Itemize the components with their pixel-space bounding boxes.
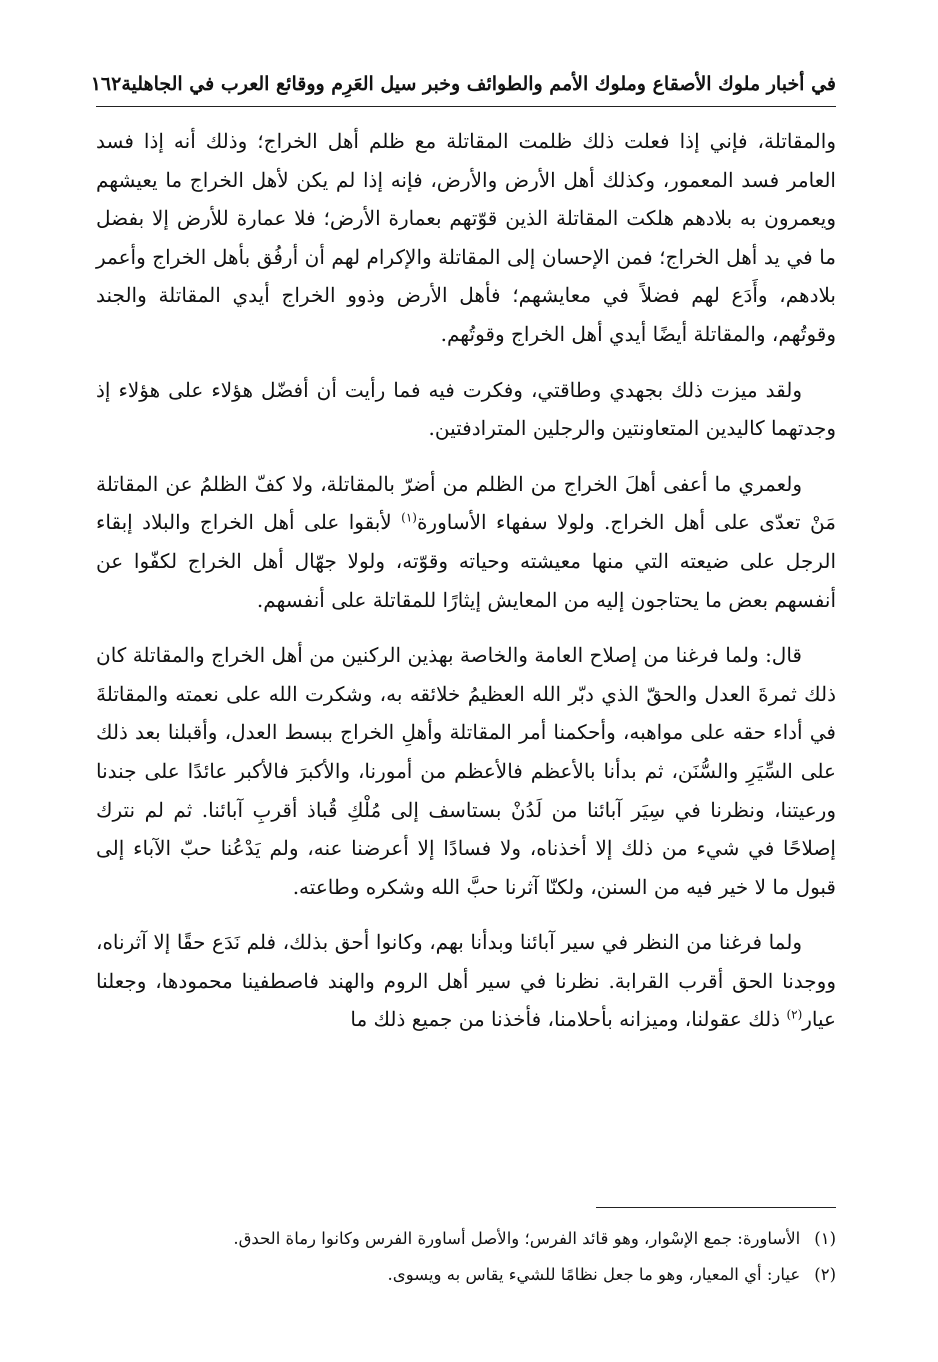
footnote-1 (120, 1221, 836, 1257)
paragraph-text: ولعمري ما أعفى أهلَ الخراج من الظلم من أضرّ بالمقاتلة، ولا كفّ الظلمُ عن المقاتلة مَنْ تعدّى على أهل الخراج. ولولا سفهاء الأساورة (96, 471, 836, 535)
footnote-number: (٢) (814, 1265, 836, 1284)
paragraph-1 (96, 122, 836, 354)
paragraph-text: ولقد ميزت ذلك بجهدي وطاقتي، وفكرت فيه فما رأيت أن أفضّل هؤلاء على هؤلاء إذ وجدتهما كاليدين المتعاونتين والرجلين المترادفتين. (96, 377, 836, 441)
footnote-ref-2[interactable]: (٢) (786, 1007, 803, 1022)
page-number: ١٦٢ (90, 73, 122, 95)
running-title: في أخبار ملوك الأصقاع وملوك الأمم والطوائف وخبر سيل العَرِم ووقائع العرب في الجاهلية (121, 73, 836, 95)
footnote-rule (596, 1207, 836, 1208)
page-header (90, 66, 836, 102)
paragraph-5 (96, 923, 836, 1039)
paragraph-text: والمقاتلة، فإني إذا فعلت ذلك ظلمت المقاتلة مع ظلم أهل الخراج؛ وذلك أنه إذا فسد العامر فسد المعمور، وكذلك أهل الأرض والأرض، فإنه إذا لم يكن لأهل الخراج ما يعيشهم ويعمرون به بلادهم هلكت المقاتلة الذين قوّتهم بعمارة الأرض؛ فلا عمارة للأرض إلا بفضل ما في يد أهل الخراج؛ فمن الإحسان إلى المقاتلة والإكرام لهم أن أرفُق بأهل الخراج وأعمر بلادهم، وأَدَع لهم فضلاً في معايشهم؛ فأهل الأرض وذوو الخراج أيدي المقاتلة والجند وقوتُهم، والمقاتلة أيضًا أيدي أهل الخراج وقوتُهم. (96, 129, 836, 346)
paragraph-3 (96, 465, 836, 619)
header-rule (96, 106, 836, 107)
footnote-number: (١) (814, 1229, 836, 1248)
paragraph-text: ذلك عقولنا، وميزانه بأحلامنا، فأخذنا من جميع ذلك ما (350, 1007, 787, 1032)
main-text (96, 122, 836, 1056)
paragraph-text: لأبقوا على أهل الخراج والبلاد إبقاء الرجل على ضيعته التي منها معيشته وحياته وقوّته، ولولا جهّال أهل الخراج لكفّوا عن أنفسهم بعض ما يحتاجون إليه من المعايش إيثارًا للمقاتلة على أنفسهم. (96, 510, 836, 612)
footnote-text: الأساورة: جمع الإسْوار، وهو قائد الفرس؛ والأصل أساورة الفرس وكانوا رماة الحدق. (233, 1229, 801, 1248)
footnotes (120, 1221, 836, 1293)
footnote-ref-1[interactable]: (١) (401, 510, 417, 525)
paragraph-text: ولما فرغنا من النظر في سير آبائنا وبدأنا بهم، وكانوا أحق بذلك، فلم نَدَع حقًا إلا آثرناه، ووجدنا الحق أقرب القرابة. نظرنا في سير أهل الروم والهند فاصطفينا محمودها، وجعلنا عيار (96, 930, 836, 1032)
paragraph-text: قال: ولما فرغنا من إصلاح العامة والخاصة بهذين الركنين من أهل الخراج والمقاتلة كان ذلك ثمرةَ العدل والحقّ الذي دبّر الله العظيمُ خلائقه به، وشكرت الله على نعمته والمقاتلةَ في أداء حقه على مواهبه، وأحكمنا أمر المقاتلة وأهلِ الخراج ببسط العدل، وأقبلنا بعد ذلك على السِّيَرِ والسُّنَن، ثم بدأنا بالأعظم فالأعظم من أمورنا، والأكبرَ فالأكبر عائدًا على جندنا ورعيتنا، ونظرنا في سِيَر آبائنا من لَدُنْ بستاسف إلى مُلْكِ قُباذ أقربِ آبائنا. ثم لم نترك إصلاحًا في شيء من ذلك إلا أخذناه، ولا فسادًا إلا أعرضنا عنه، ولم يَدْعُنا حبّ الآباء إلى قبول ما لا خير فيه من السنن، ولكنّا آثرنا حبَّ الله وشكره وطاعته. (96, 643, 836, 899)
footnote-text: عيار: أي المعيار، وهو ما جعل نظامًا للشيء يقاس به ويسوى. (387, 1265, 801, 1284)
paragraph-2 (96, 371, 836, 448)
footnote-2 (120, 1257, 836, 1293)
paragraph-4 (96, 636, 836, 906)
